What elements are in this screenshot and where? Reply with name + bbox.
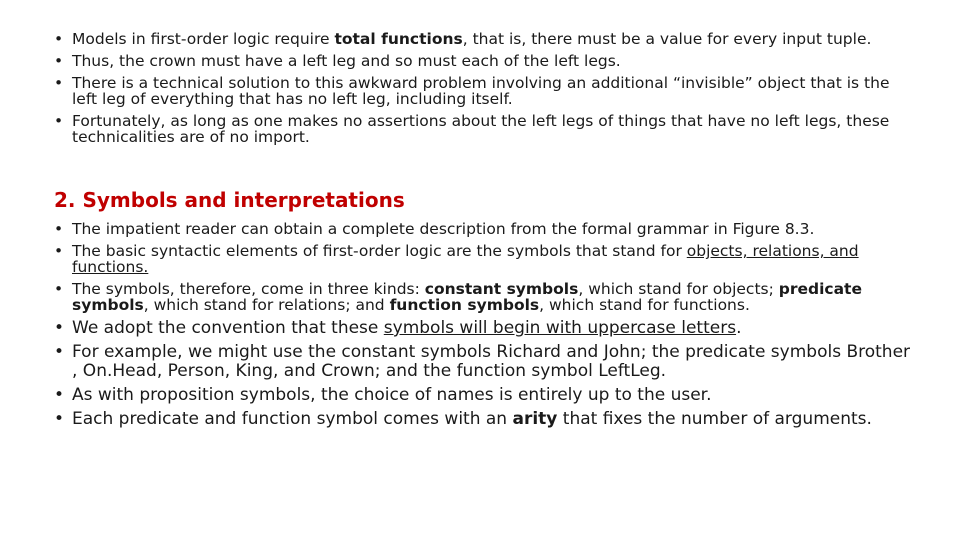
bullet-three-kinds — [54, 281, 914, 313]
bullet-text: , that is, there must be a value for every input tuple. — [462, 30, 872, 48]
bullet-text: , which stand for objects; — [578, 280, 779, 298]
bold-term: predicate symbols — [72, 280, 862, 314]
bullet-text: Thus, the crown must have a left leg and so must each of the left legs. — [72, 52, 621, 70]
bullet-arity — [54, 410, 914, 429]
bullet-text: , which stand for functions. — [539, 296, 750, 314]
bullet-text: Models in first-order logic require — [72, 30, 335, 48]
bullet-text: There is a technical solution to this awkward problem involving an additional “invisible” object that is the left leg of everything that has no left leg, including itself. — [72, 74, 890, 108]
bullet-text: Fortunately, as long as one makes no assertions about the left legs of things that have no left legs, these technicalities are of no import. — [72, 112, 890, 146]
bullet-text: that fixes the number of arguments. — [557, 409, 872, 429]
section-bullet-list — [54, 221, 914, 434]
bullet-text: For example, we might use the constant symbols Richard and John; the predicate symbols Brother , On.Head, Person, King, and Crown; and the function symbol LeftLeg. — [72, 342, 911, 381]
bullet-text: We adopt the convention that these — [72, 318, 384, 338]
bold-term: total functions — [334, 30, 463, 48]
bullet-crown-left-leg — [54, 53, 914, 69]
bullet-example-symbols — [54, 343, 914, 381]
section-heading: 2. Symbols and interpretations — [54, 188, 405, 212]
bullet-choice-of-names — [54, 386, 914, 405]
bullet-total-functions — [54, 31, 914, 47]
bold-term: constant symbols — [424, 280, 579, 298]
bullet-no-import — [54, 113, 914, 145]
bullet-text: , which stand for relations; and — [143, 296, 390, 314]
bullet-text: . — [736, 318, 742, 338]
intro-bullet-list — [54, 31, 914, 151]
bullet-text: The basic syntactic elements of first-order logic are the symbols that stand for — [72, 242, 687, 260]
bullet-impatient-reader — [54, 221, 914, 237]
bullet-convention — [54, 319, 914, 338]
bullet-text: The impatient reader can obtain a complete description from the formal grammar in Figure 8.3. — [72, 220, 815, 238]
bold-term: function symbols — [389, 296, 540, 314]
bullet-syntactic-elements — [54, 243, 914, 275]
bullet-text: The symbols, therefore, come in three kinds: — [72, 280, 425, 298]
underlined-term: symbols will begin with uppercase letters — [383, 318, 737, 338]
bullet-technical-solution — [54, 75, 914, 107]
bold-term: arity — [512, 409, 558, 429]
bullet-text: As with proposition symbols, the choice of names is entirely up to the user. — [72, 385, 712, 405]
underlined-term: objects, relations, and functions. — [72, 242, 859, 276]
bullet-text: Each predicate and function symbol comes with an — [72, 409, 513, 429]
